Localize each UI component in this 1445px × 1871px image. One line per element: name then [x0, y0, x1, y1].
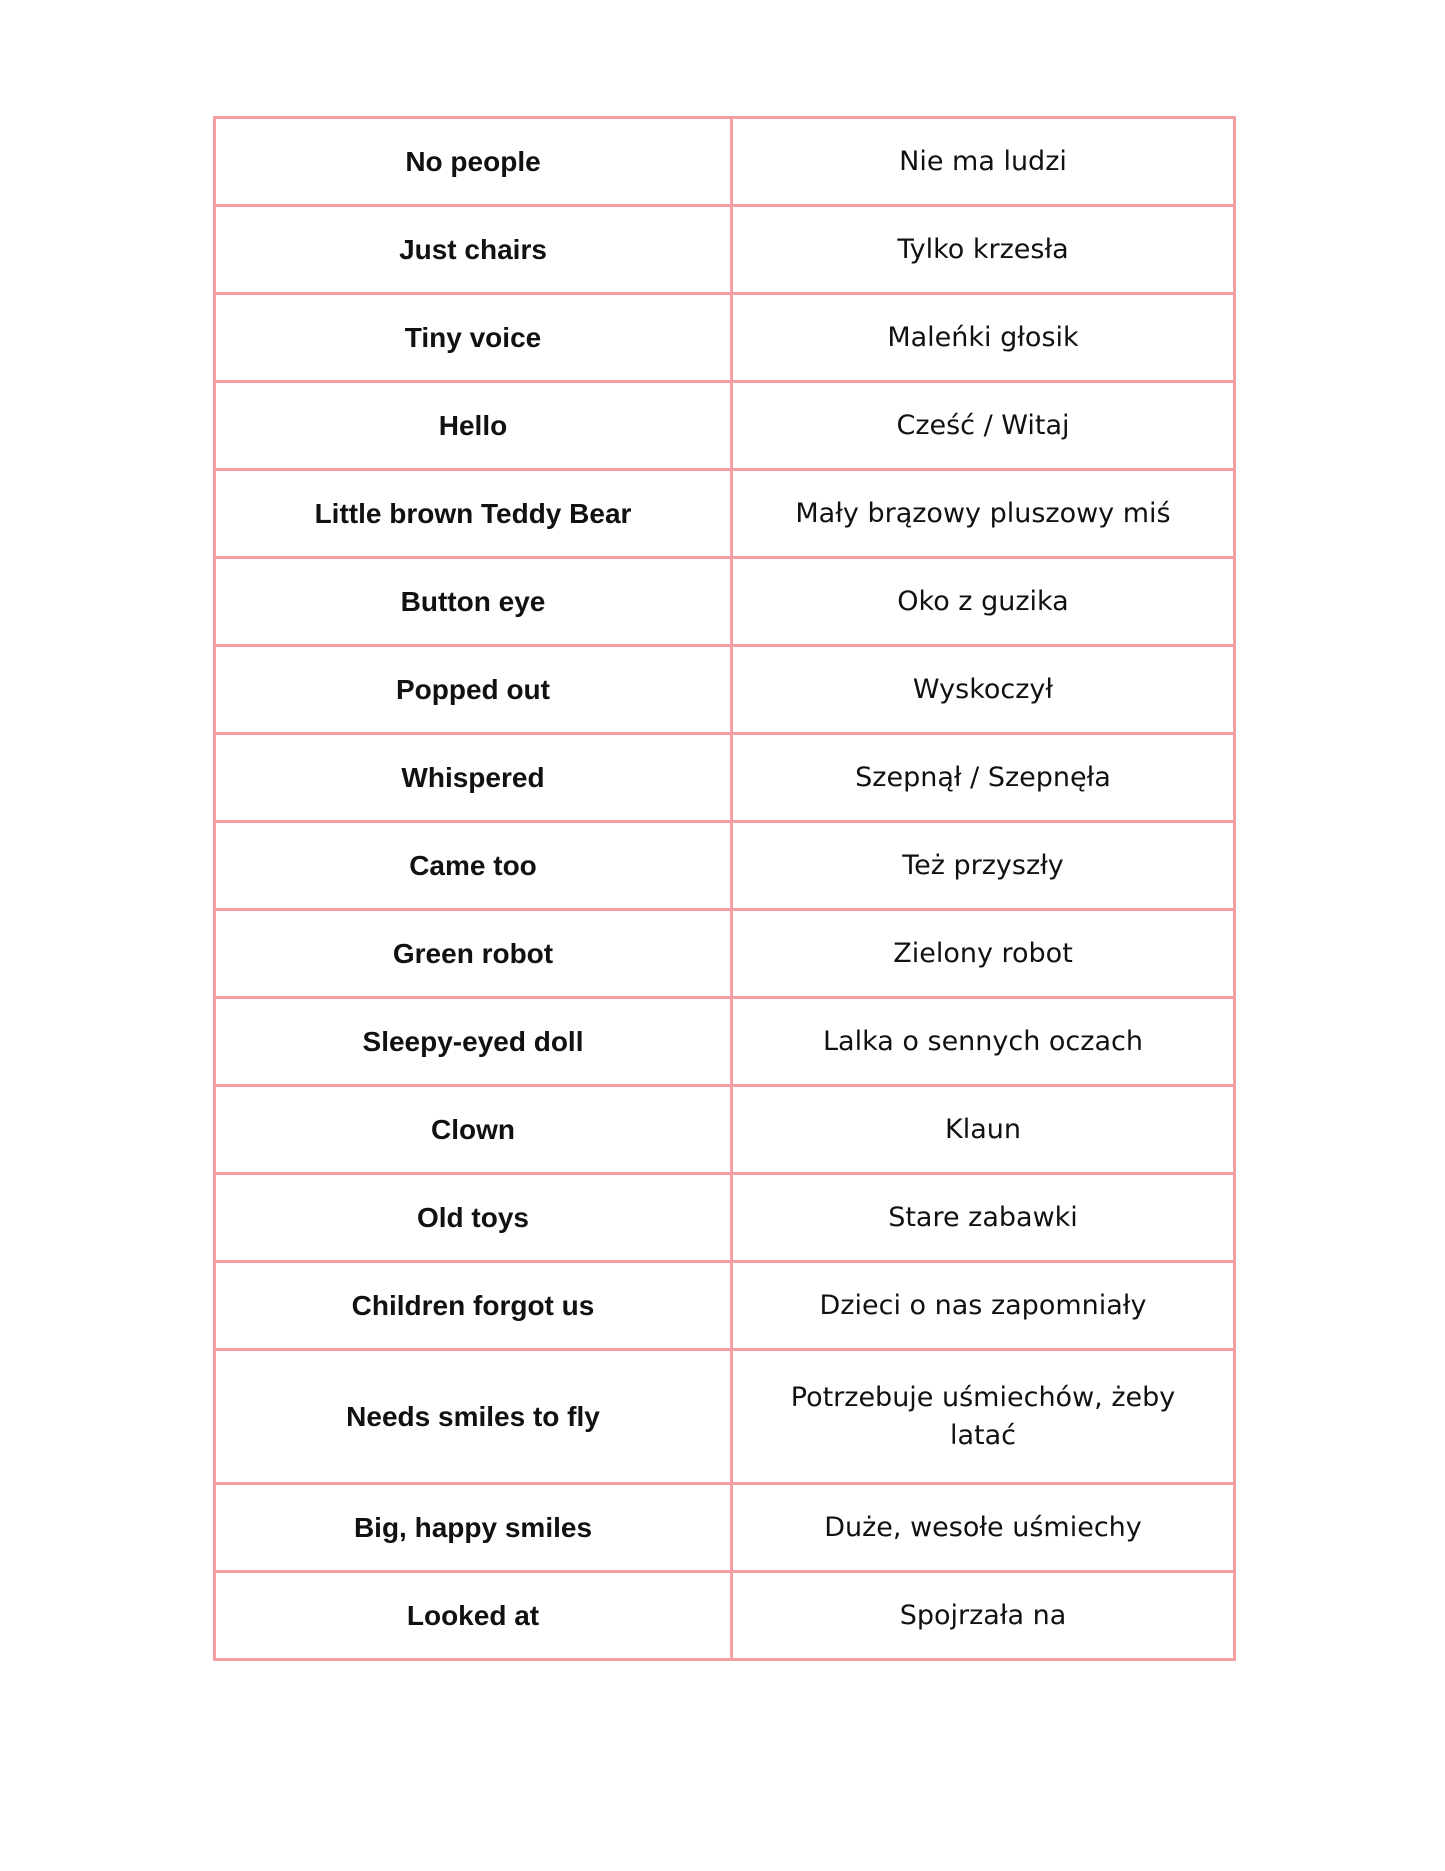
polish-cell: Duże, wesołe uśmiechy [732, 1484, 1235, 1572]
table-row [215, 1572, 1235, 1660]
english-cell: Looked at [215, 1572, 732, 1660]
english-cell: Hello [215, 382, 732, 470]
table-row [215, 910, 1235, 998]
polish-cell: Stare zabawki [732, 1174, 1235, 1262]
polish-cell: Wyskoczył [732, 646, 1235, 734]
english-cell: Popped out [215, 646, 732, 734]
polish-cell: Potrzebuje uśmiechów, żeby latać [732, 1350, 1235, 1484]
english-cell: Whispered [215, 734, 732, 822]
table-row [215, 1350, 1235, 1484]
table-row [215, 206, 1235, 294]
english-cell: Came too [215, 822, 732, 910]
english-cell: Just chairs [215, 206, 732, 294]
english-cell: Clown [215, 1086, 732, 1174]
table-row [215, 734, 1235, 822]
polish-cell: Cześć / Witaj [732, 382, 1235, 470]
table-row [215, 1174, 1235, 1262]
polish-cell: Lalka o sennych oczach [732, 998, 1235, 1086]
english-cell: Children forgot us [215, 1262, 732, 1350]
table-row [215, 294, 1235, 382]
polish-cell: Tylko krzesła [732, 206, 1235, 294]
table-row [215, 558, 1235, 646]
polish-cell: Oko z guzika [732, 558, 1235, 646]
table-row [215, 822, 1235, 910]
polish-cell: Zielony robot [732, 910, 1235, 998]
table-row [215, 1086, 1235, 1174]
polish-cell: Spojrzała na [732, 1572, 1235, 1660]
polish-cell: Maleńki głosik [732, 294, 1235, 382]
table-row [215, 382, 1235, 470]
polish-cell: Nie ma ludzi [732, 118, 1235, 206]
table-row [215, 646, 1235, 734]
english-cell: Big, happy smiles [215, 1484, 732, 1572]
table-row [215, 470, 1235, 558]
english-cell: Button eye [215, 558, 732, 646]
english-cell: Tiny voice [215, 294, 732, 382]
english-cell: Old toys [215, 1174, 732, 1262]
polish-cell: Też przyszły [732, 822, 1235, 910]
polish-cell: Dzieci o nas zapomniały [732, 1262, 1235, 1350]
english-cell: Sleepy-eyed doll [215, 998, 732, 1086]
vocabulary-table [213, 116, 1236, 1661]
polish-cell: Szepnął / Szepnęła [732, 734, 1235, 822]
polish-cell: Klaun [732, 1086, 1235, 1174]
polish-cell: Mały brązowy pluszowy miś [732, 470, 1235, 558]
table-row [215, 1484, 1235, 1572]
table-row [215, 1262, 1235, 1350]
english-cell: Needs smiles to fly [215, 1350, 732, 1484]
table-row [215, 118, 1235, 206]
english-cell: Little brown Teddy Bear [215, 470, 732, 558]
english-cell: No people [215, 118, 732, 206]
english-cell: Green robot [215, 910, 732, 998]
table-row [215, 998, 1235, 1086]
